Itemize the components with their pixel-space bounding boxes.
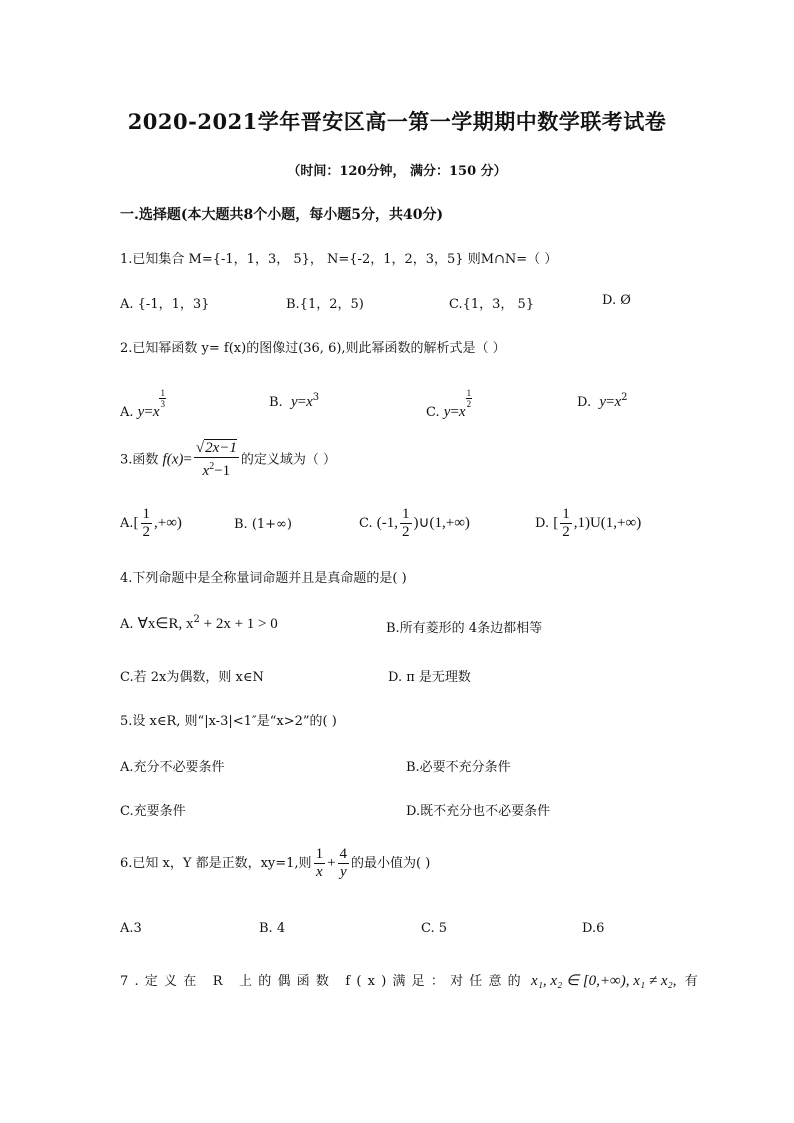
question-4-option-b: B.所有菱形的 4条边都相等 [386,621,543,636]
question-6-stem: 6.已知 x，Y 都是正数，xy=1,则 $\frac{1}{x}$ + $\frac{4}{y}$ 的最小值为( ) [120,846,431,880]
question-3-stem: 3.函数 f(x)= $\frac{√2x-1}{x^2-1}$ 的定义域为（ ） [120,440,336,479]
question-4-option-c: C.若 2x为偶数，则 x∈N [120,670,264,685]
question-6-option-d: D.6 [582,921,605,936]
question-4-option-a: A. ∀x∈R, $x^2 + 2x + 1 > 0$ [120,614,278,632]
question-1-stem: 1.已知集合 M={-1，1，3， 5}， N={-2，1，2，3，5} 则M∩N=（ ） [120,252,558,267]
question-2-option-a: A. y=x $\frac{1}{3}$ [120,388,165,420]
question-5-stem: 5.设 x∈R, 则“|x-3|<1″是“x>2”的( ) [120,714,337,729]
question-1-option-c: C.{1，3， 5} [449,297,535,312]
question-3-option-c: C. (-1, $\frac{1}{2}$ )∪(1,+∞) [359,506,470,540]
question-3-option-b: B. (1+∞) [234,517,292,532]
question-1-option-b: B.{1，2，5) [286,297,364,312]
question-3-option-a: A.[ $\frac{1}{2}$ ,+∞) [120,506,182,540]
question-6-option-a: A.3 [120,921,142,936]
question-3-option-d: D. [ $\frac{1}{2}$ ,1)U(1,+∞) [535,506,642,540]
question-7-stem: 7.定义在 R 上的偶函数 f(x)满足：对任意的 x₁, x₂ ∈ [0,+∞), x₁ ≠ x₂, 有 [120,973,698,989]
question-6-option-b: B. 4 [259,921,286,936]
question-5-option-d: D.既不充分也不必要条件 [406,804,551,819]
question-1-option-d: D. Ø [602,293,631,308]
question-2-option-b: B. $y=x^3$ [269,392,320,410]
question-6-option-c: C. 5 [421,921,448,936]
question-1-option-a: A. {-1，1，3} [120,297,210,312]
section-heading-choice: 一.选择题(本大题共8个小题，每小题5分，共40分) [120,207,444,223]
question-5-option-c: C.充要条件 [120,804,186,819]
exam-title: 2020-2021学年晋安区高一第一学期期中数学联考试卷 [127,109,667,134]
question-2-stem: 2.已知幂函数 y= f(x)的图像过(36, 6),则此幂函数的解析式是（ ） [120,341,506,356]
question-5-option-a: A.充分不必要条件 [120,760,225,775]
question-5-option-b: B.必要不充分条件 [406,760,511,775]
question-2-option-c: C. y=x $\frac{1}{2}$ [426,388,472,420]
exam-subtitle: （时间：120分钟， 满分：150 分） [287,164,507,179]
question-2-option-d: D. $y=x^2$ [577,392,628,410]
question-4-stem: 4.下列命题中是全称量词命题并且是真命题的是( ) [120,571,407,586]
question-4-option-d: D. π 是无理数 [388,670,471,685]
